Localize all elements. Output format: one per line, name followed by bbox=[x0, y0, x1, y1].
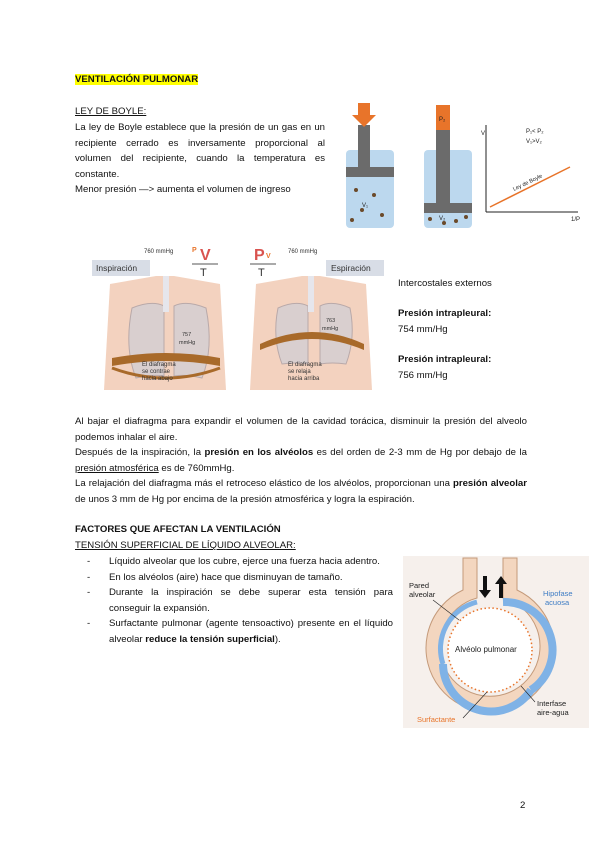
left-caption-2: se contrae bbox=[142, 369, 171, 375]
right-p: P bbox=[254, 247, 265, 264]
left-caption-1: El diafragma bbox=[142, 362, 176, 368]
hipofase-label-1: Hipofase bbox=[543, 589, 573, 598]
boyle-figure bbox=[330, 95, 590, 235]
pressure-note-2: Presión intrapleural: 756 mm/Hg bbox=[398, 354, 492, 381]
boyle-text: La ley de Boyle establece que la presión de un gas en un recipiente cerrado es inversamente proporcional al volumen del recipiente, cuando la temperatura es constante. bbox=[75, 122, 325, 180]
boyle-line-label: Ley de Boyle bbox=[512, 173, 544, 193]
breathing-figure bbox=[90, 240, 390, 398]
hipofase-label-2: acuosa bbox=[545, 598, 570, 607]
left-lung-value: 757 bbox=[182, 332, 192, 338]
alveolo-label: Alvéolo pulmonar bbox=[455, 645, 517, 654]
left-v: V bbox=[200, 247, 211, 264]
list-item: - Líquido alveolar que los cubre, ejerce una fuerza hacia adentro. bbox=[75, 554, 393, 570]
v1-label: V₁ bbox=[362, 203, 369, 209]
boyle-line bbox=[490, 167, 570, 207]
arrow-down-icon bbox=[352, 103, 376, 127]
right-lung-value: 763 bbox=[326, 318, 336, 324]
left-phase-label: Inspiración bbox=[96, 263, 138, 273]
tension-heading: TENSIÓN SUPERFICIAL DE LÍQUIDO ALVEOLAR: bbox=[75, 540, 296, 551]
piston-1 bbox=[346, 167, 394, 177]
right-caption-2: se relaja bbox=[288, 369, 311, 375]
legend-line-1: P₁< P₂ bbox=[526, 129, 544, 135]
left-caption-3: hacia abajo bbox=[142, 376, 173, 382]
piston-rod-2 bbox=[436, 130, 450, 210]
interfase-label-2: aire-agua bbox=[537, 708, 569, 717]
surfactante-label: Surfactante bbox=[417, 715, 456, 724]
list-item: - En los alvéolos (aire) hace que disminuyan de tamaño. bbox=[75, 570, 393, 586]
list-item: - Surfactante pulmonar (agente tensoactivo) presente en el líquido alveolar reduce la tensión superficial). bbox=[75, 616, 393, 647]
axis-x-label: 1/P bbox=[571, 217, 581, 223]
left-trachea bbox=[163, 276, 169, 312]
right-lung-unit: mmHg bbox=[322, 326, 339, 332]
page-title: VENTILACIÓN PULMONAR bbox=[75, 74, 199, 85]
right-caption-3: hacia arriba bbox=[288, 376, 320, 382]
factors-heading: FACTORES QUE AFECTAN LA VENTILACIÓN bbox=[75, 524, 281, 535]
left-p: P bbox=[192, 247, 197, 254]
right-trachea bbox=[308, 276, 314, 312]
p2-label: P₂ bbox=[439, 117, 446, 123]
legend-line-2: V₁>V₂ bbox=[526, 139, 542, 145]
pared-label-1: Pared bbox=[409, 581, 430, 590]
left-lung-unit: mmHg bbox=[179, 340, 196, 346]
v2-label: V₂ bbox=[439, 216, 446, 222]
piston-2 bbox=[424, 203, 472, 213]
axis-y-label: V bbox=[481, 131, 486, 137]
paragraph-2: Después de la inspiración, la presión en los alvéolos es del orden de 2-3 mm de Hg por debajo de la presión atmosférica es de 760mmHg. bbox=[75, 447, 527, 474]
list-item: - Durante la inspiración se debe superar esta tensión para conseguir la expansión. bbox=[75, 585, 393, 616]
boyle-heading: LEY DE BOYLE: bbox=[75, 106, 147, 117]
alveolus-figure bbox=[403, 556, 589, 728]
pared-label-2: alveolar bbox=[409, 590, 436, 599]
boyle-note: Menor presión —> aumenta el volumen de ingreso bbox=[75, 184, 291, 195]
paragraph-3: La relajación del diafragma más el retroceso elástico de los alvéolos, proporcionan una presión alveolar de unos 3 mm de Hg por encima de la presión atmosférica y logra la espiración. bbox=[75, 478, 527, 505]
right-pressure: 760 mmHg bbox=[288, 249, 318, 255]
paragraph-1: Al bajar el diafragma para expandir el volumen de la cavidad torácica, disminuir la presión del alveolo podemos inhalar el aire. bbox=[75, 416, 527, 443]
right-t: T bbox=[258, 267, 265, 279]
right-v: V bbox=[266, 253, 271, 260]
left-t: T bbox=[200, 267, 207, 279]
left-pressure: 760 mmHg bbox=[144, 249, 174, 255]
right-caption-1: El diafragma bbox=[288, 362, 322, 368]
tension-list bbox=[75, 554, 393, 647]
right-phase-label: Espiración bbox=[331, 263, 371, 273]
pressure-note-1: Presión intrapleural: 754 mm/Hg bbox=[398, 308, 492, 335]
interfase-label-1: Interfase bbox=[537, 699, 567, 708]
page-number: 2 bbox=[520, 800, 526, 811]
intercostales-note: Intercostales externos bbox=[398, 278, 492, 289]
